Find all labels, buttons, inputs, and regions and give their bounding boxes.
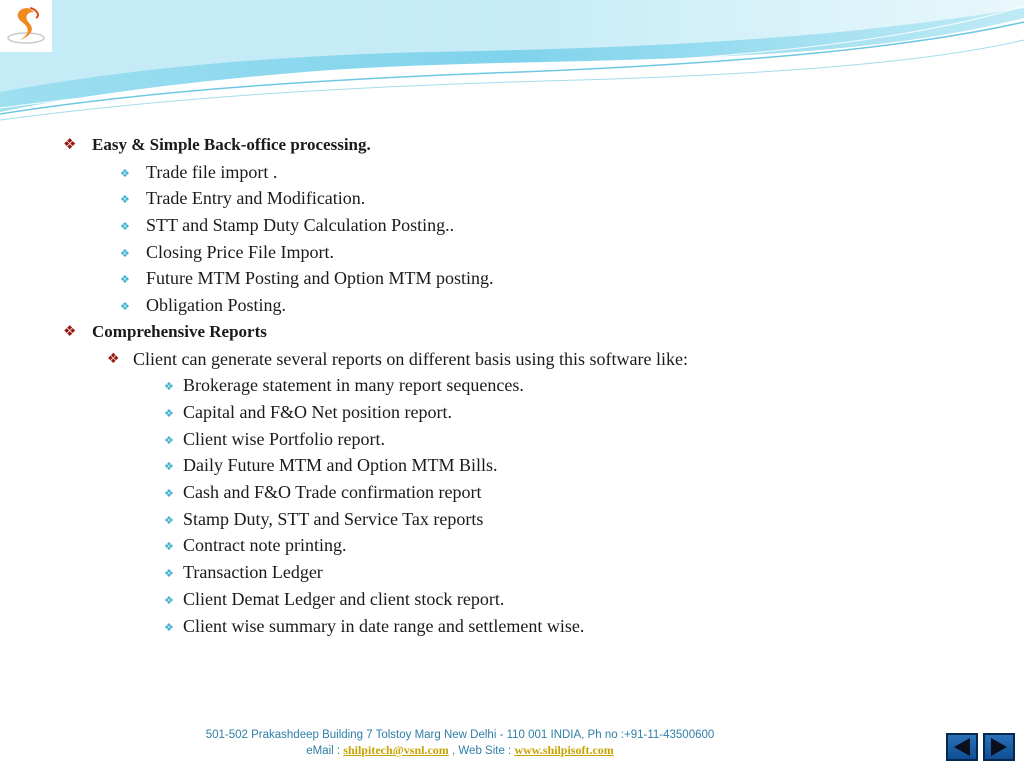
footer [150,728,770,759]
section-intro-text: Client can generate several reports on different basis using this software like: [133,349,688,369]
bullet-icon: ❖ [164,380,174,393]
footer-address: 501-502 Prakashdeep Building 7 Tolstoy Marg New Delhi - 110 001 INDIA, Ph no :+91-11-43500600 [205,729,715,741]
list-item-text: Brokerage statement in many report sequences. [183,375,524,395]
bullet-icon: ❖ [120,273,130,286]
bullet-icon: ❖ [164,407,174,420]
bullet-icon: ❖ [164,540,174,553]
list-item-text: Contract note printing. [183,535,347,555]
email-label: eMail : [306,745,344,757]
list-item-text: Cash and F&O Trade confirmation report [183,482,482,502]
list-item-text: Future MTM Posting and Option MTM posting. [146,268,494,288]
footer-contact [150,743,770,759]
bullet-icon: ❖ [164,434,174,447]
website-link[interactable]: www.shilpisoft.com [514,743,614,757]
section-heading-text: Easy & Simple Back-office processing. [92,135,371,154]
list-item-text: Stamp Duty, STT and Service Tax reports [183,509,484,529]
next-arrow-icon [985,735,1013,759]
bullet-icon: ❖ [120,167,130,180]
company-logo-icon [0,0,52,52]
next-slide-button[interactable] [983,733,1015,761]
bullet-icon: ❖ [164,460,174,473]
list-item-text: STT and Stamp Duty Calculation Posting.. [146,215,455,235]
bullet-icon: ❖ [164,594,174,607]
bullet-icon: ❖ [120,220,130,233]
bullet-icon: ❖ [164,567,174,580]
list-item-text: Trade file import . [146,162,278,182]
website-label: , Web Site : [448,745,515,757]
section-heading-text: Comprehensive Reports [92,322,267,341]
list-item-text: Transaction Ledger [183,562,323,582]
prev-arrow-icon [948,735,976,759]
list-item-text: Trade Entry and Modification. [146,188,366,208]
bullet-icon: ❖ [107,351,120,367]
bullet-icon: ❖ [164,487,174,500]
email-link[interactable]: shilpitech@vsnl.com [343,743,449,757]
bullet-icon: ❖ [63,322,77,340]
previous-slide-button[interactable] [946,733,978,761]
bullet-icon: ❖ [164,621,174,634]
list-item-text: Obligation Posting. [146,295,287,315]
bullet-icon: ❖ [63,135,77,153]
list-item-text: Daily Future MTM and Option MTM Bills. [183,455,498,475]
bullet-icon: ❖ [120,247,130,260]
bullet-icon: ❖ [120,300,130,313]
list-item-text: Client wise summary in date range and settlement wise. [183,616,585,636]
list-item-text: Client wise Portfolio report. [183,429,385,449]
bullet-icon: ❖ [120,193,130,206]
company-logo [0,0,52,52]
bullet-icon: ❖ [164,514,174,527]
list-item-text: Capital and F&O Net position report. [183,402,452,422]
list-item-text: Closing Price File Import. [146,242,334,262]
list-item-text: Client Demat Ledger and client stock report. [183,589,505,609]
